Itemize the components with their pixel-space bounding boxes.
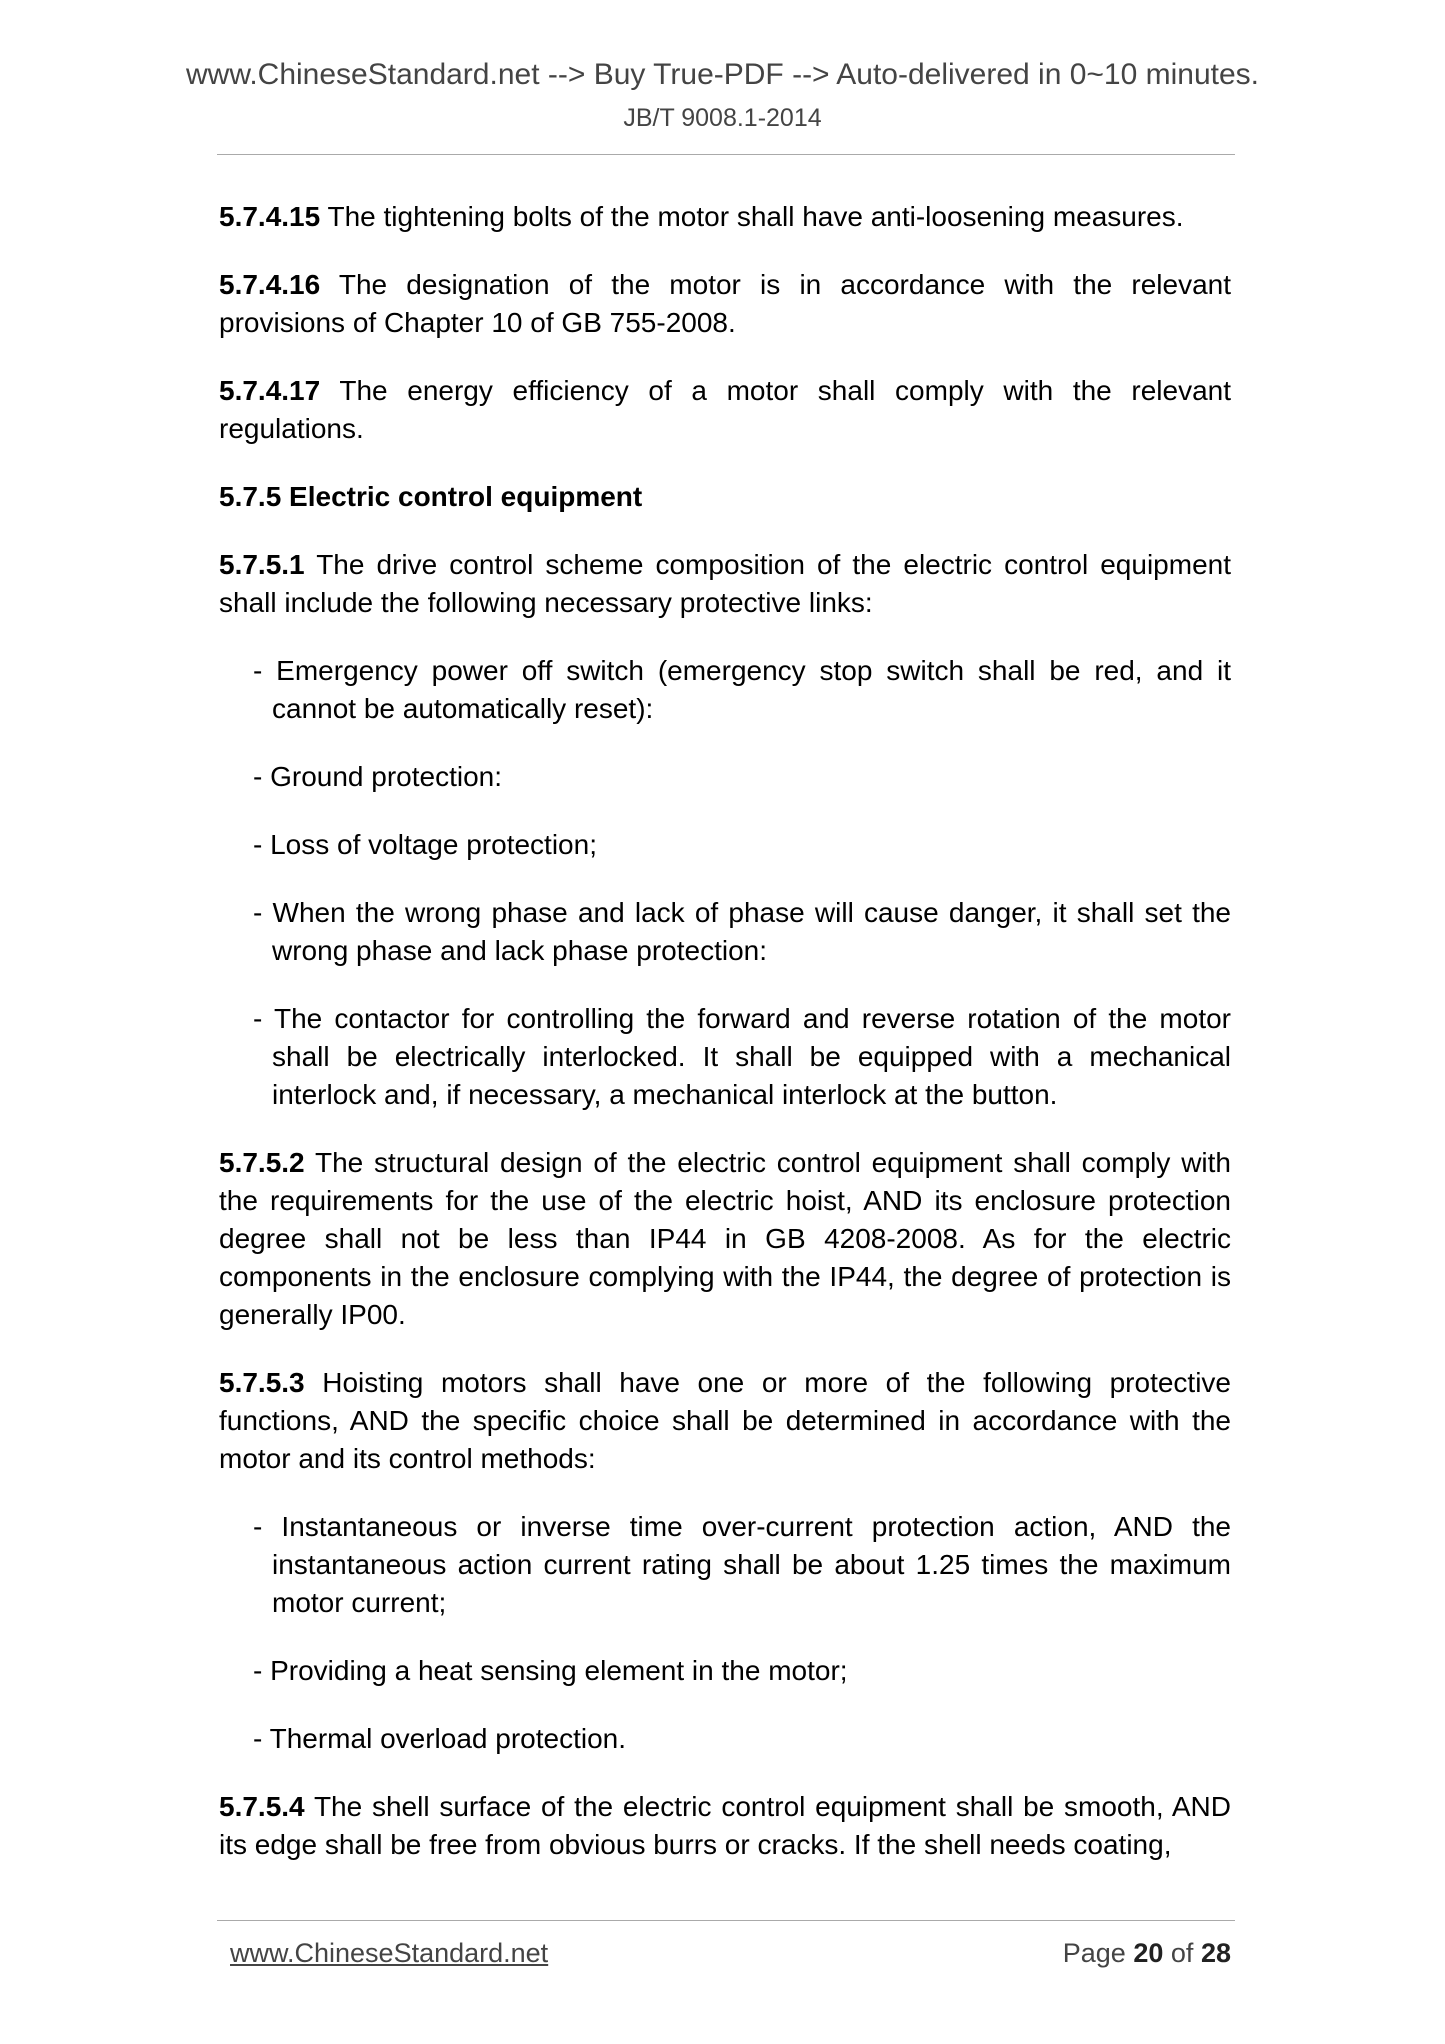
clause-number: 5.7.4.15 bbox=[219, 201, 321, 232]
page-label: Page bbox=[1062, 1938, 1126, 1968]
clause-text: The tightening bolts of the motor shall have anti-loosening measures. bbox=[327, 201, 1184, 232]
clause-number: 5.7.5.1 bbox=[219, 549, 305, 580]
list-item: - Emergency power off switch (emergency stop switch shall be red, and it cannot be automatically reset): bbox=[253, 655, 1231, 724]
list-item: - Thermal overload protection. bbox=[253, 1723, 626, 1754]
page-current: 20 bbox=[1133, 1938, 1164, 1968]
clause-5-7-5-4 bbox=[219, 1788, 1231, 1864]
clause-text: The structural design of the electric control equipment shall comply with the requirements for the use of the electric hoist, AND its enclosure protection degree shall not be less than IP44 in GB 4208-2008. As for the electric components in the enclosure complying with the IP44, the degree of protection is generally IP00. bbox=[219, 1147, 1231, 1330]
list-item: - Instantaneous or inverse time over-current protection action, AND the instantaneous action current rating shall be about 1.25 times the maximum motor current; bbox=[253, 1511, 1231, 1618]
document-body bbox=[219, 198, 1231, 1894]
clause-5-7-5-3 bbox=[219, 1364, 1231, 1478]
list-item: - The contactor for controlling the forward and reverse rotation of the motor shall be electrically interlocked. It shall be equipped with a mechanical interlock and, if necessary, a mechanical interlock at the button. bbox=[253, 1003, 1231, 1110]
clause-5-7-5-1 bbox=[219, 546, 1231, 622]
clause-number: 5.7.4.16 bbox=[219, 269, 321, 300]
clause-number: 5.7.5.2 bbox=[219, 1147, 305, 1178]
header-divider bbox=[217, 154, 1235, 155]
clause-text: The energy efficiency of a motor shall comply with the relevant regulations. bbox=[219, 375, 1232, 444]
clause-number: 5.7.5.3 bbox=[219, 1367, 305, 1398]
page-of: of bbox=[1170, 1938, 1194, 1968]
clause-text: Hoisting motors shall have one or more of the following protective functions, AND the specific choice shall be determined in accordance with the motor and its control methods: bbox=[219, 1367, 1231, 1474]
clause-number: 5.7.5.4 bbox=[219, 1791, 305, 1822]
page-total: 28 bbox=[1200, 1938, 1231, 1968]
list-item: - Loss of voltage protection; bbox=[253, 829, 597, 860]
page-indicator bbox=[1063, 1938, 1231, 1969]
clause-5-7-4-17 bbox=[219, 372, 1231, 448]
standard-code: JB/T 9008.1-2014 bbox=[623, 104, 822, 132]
clause-5-7-4-16 bbox=[219, 266, 1231, 342]
clause-number: 5.7.4.17 bbox=[219, 375, 321, 406]
clause-text: The designation of the motor is in accordance with the relevant provisions of Chapter 10 of GB 755-2008. bbox=[219, 269, 1231, 338]
clause-5-7-4-15 bbox=[219, 198, 1231, 236]
clause-5-7-5-2 bbox=[219, 1144, 1231, 1334]
footer-website-link[interactable]: www.ChineseStandard.net bbox=[230, 1938, 549, 1968]
header-banner: www.ChineseStandard.net --> Buy True-PDF --> Auto-delivered in 0~10 minutes. bbox=[185, 58, 1260, 91]
footer-divider bbox=[217, 1920, 1235, 1921]
list-item: - Ground protection: bbox=[253, 761, 503, 792]
clause-text: The shell surface of the electric control equipment shall be smooth, AND its edge shall be free from obvious burrs or cracks. If the shell needs coating, bbox=[219, 1791, 1231, 1860]
list-item: - When the wrong phase and lack of phase will cause danger, it shall set the wrong phase and lack phase protection: bbox=[253, 897, 1231, 966]
clause-text: The drive control scheme composition of the electric control equipment shall include the following necessary protective links: bbox=[219, 549, 1231, 618]
list-item: - Providing a heat sensing element in the motor; bbox=[253, 1655, 848, 1686]
section-heading-5-7-5: 5.7.5 Electric control equipment bbox=[219, 481, 643, 512]
